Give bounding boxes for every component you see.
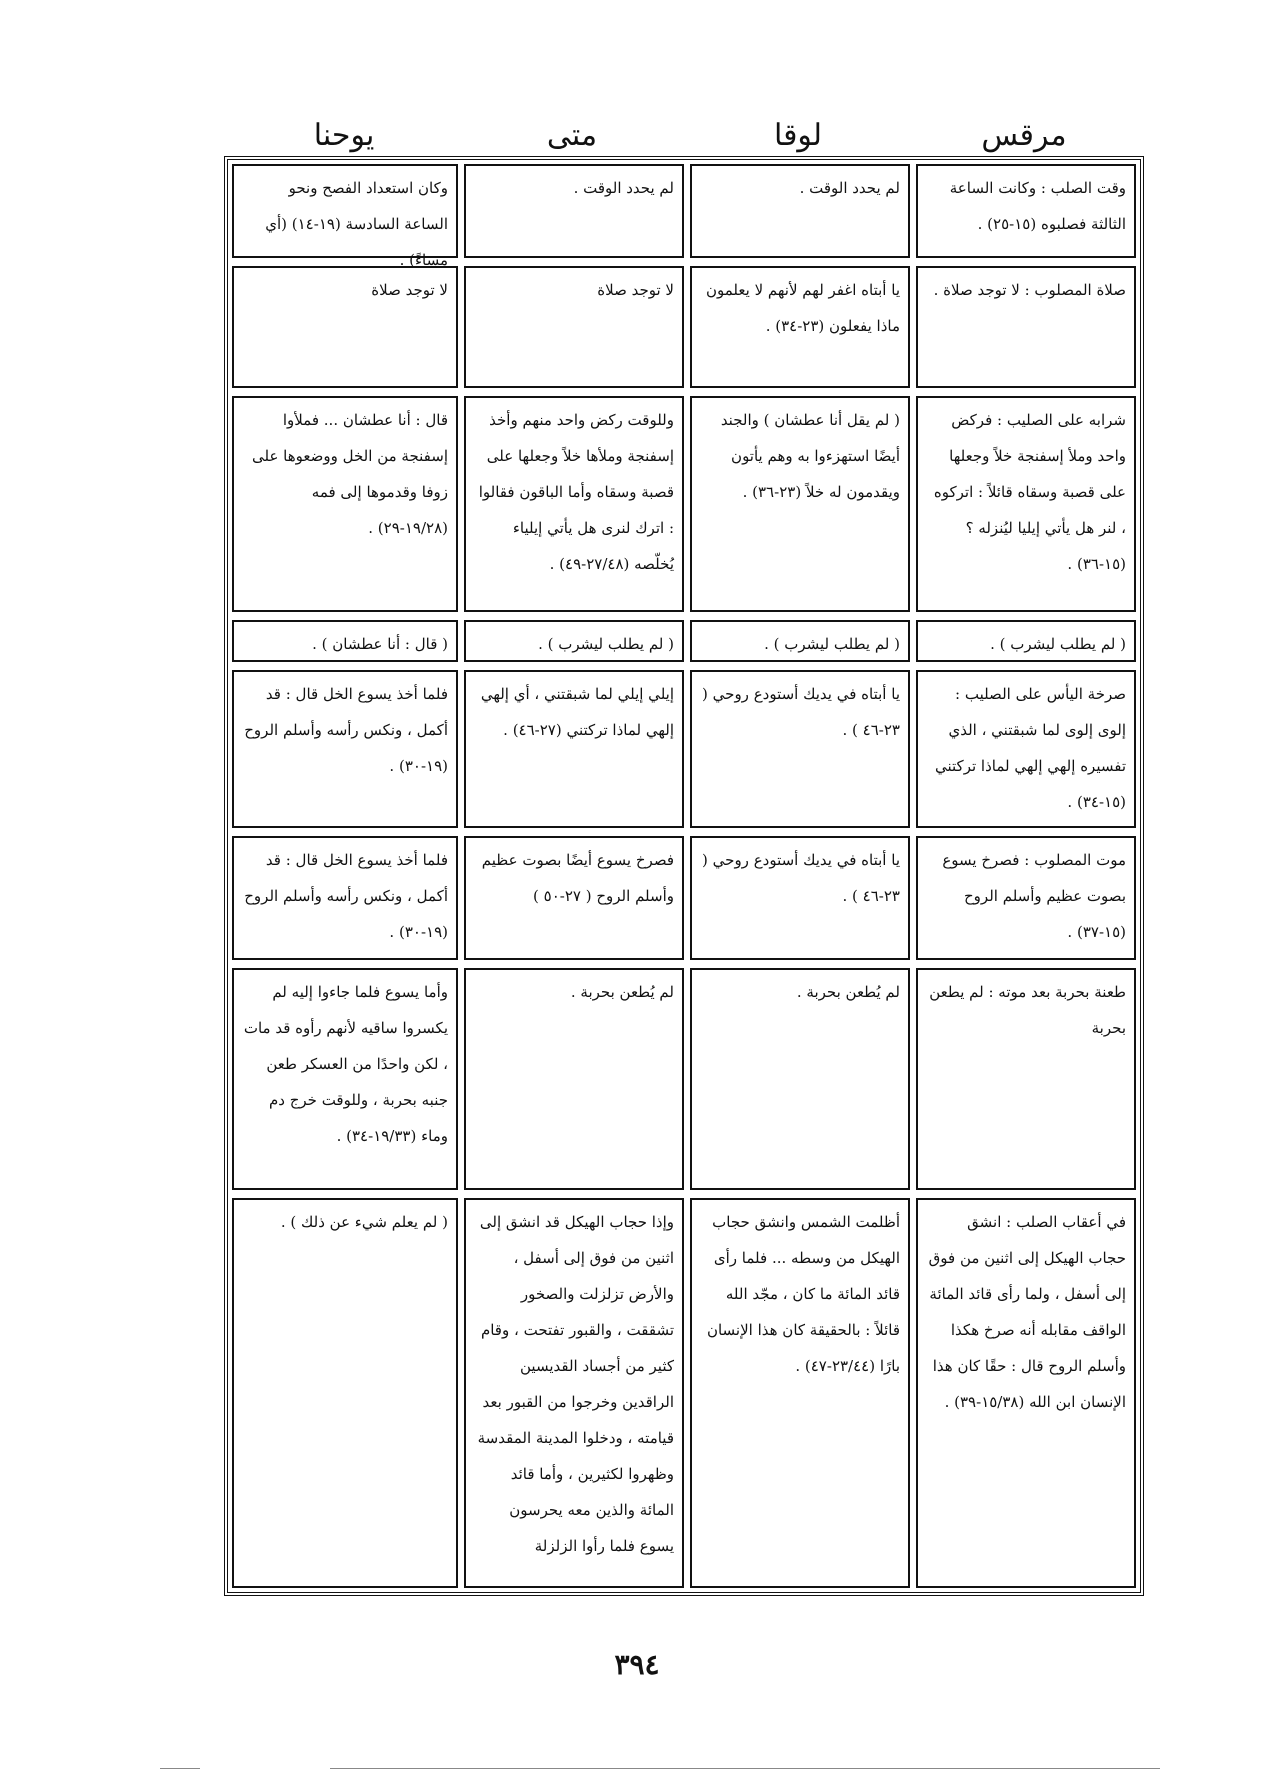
table-cell: يا أبتاه في يديك أستودع روحي ( ٢٣-٤٦ ) . [690, 836, 910, 960]
table-row [228, 964, 1140, 1194]
header-john: يوحنا [313, 118, 375, 153]
scan-artifact-line [330, 1768, 1160, 1769]
table-cell: لم يحدد الوقت . [464, 164, 684, 258]
table-cell: فلما أخذ يسوع الخل قال : قد أكمل ، ونكس رأسه وأسلم الروح (١٩-٣٠) . [232, 836, 458, 960]
table-cell: لا توجد صلاة [232, 266, 458, 388]
header-matthew: متى [546, 118, 598, 153]
table-row [228, 262, 1140, 392]
table-row [228, 616, 1140, 666]
table-cell: وقت الصلب : وكانت الساعة الثالثة فصلبوه (١٥-٢٥) . [916, 164, 1136, 258]
table-cell: فلما أخذ يسوع الخل قال : قد أكمل ، ونكس رأسه وأسلم الروح (١٩-٣٠) . [232, 670, 458, 828]
table-row [228, 666, 1140, 832]
table-cell: أظلمت الشمس وانشق حجاب الهيكل من وسطه ... فلما رأى قائد المائة ما كان ، مجّد الله قائلاً : بالحقيقة كان هذا الإنسان بارًا (٢٣/٤٤-٤٧) . [690, 1198, 910, 1588]
table-cell: في أعقاب الصلب : انشق حجاب الهيكل إلى اثنين من فوق إلى أسفل ، ولما رأى قائد المائة الواقف مقابله أنه صرخ هكذا وأسلم الروح قال : حقًا كان هذا الإنسان ابن الله (١٥/٣٨-٣٩) . [916, 1198, 1136, 1588]
header-mark: مرقس [981, 118, 1067, 153]
table-cell: شرابه على الصليب : فركض واحد وملأ إسفنجة خلاً وجعلها على قصبة وسقاه قائلاً : اتركوه ، لنر هل يأتي إيليا ليُنزله ؟ (١٥-٣٦) . [916, 396, 1136, 612]
table-cell: يا أبتاه في يديك أستودع روحي ( ٢٣-٤٦ ) . [690, 670, 910, 828]
header-luke: لوقا [773, 118, 823, 153]
table-row [228, 392, 1140, 616]
table-cell: وكان استعداد الفصح ونحو الساعة السادسة (١٩-١٤) (أي مساءً) . [232, 164, 458, 258]
table-cell: ( قال : أنا عطشان ) . [232, 620, 458, 662]
table-cell: طعنة بحربة بعد موته : لم يطعن بحربة [916, 968, 1136, 1190]
table-cell: موت المصلوب : فصرخ يسوع بصوت عظيم وأسلم الروح (١٥-٣٧) . [916, 836, 1136, 960]
table-row [228, 1194, 1140, 1592]
table-cell: وأما يسوع فلما جاءوا إليه لم يكسروا ساقيه لأنهم رأوه قد مات ، لكن واحدًا من العسكر طعن جنبه بحربة ، وللوقت خرج دم وماء (١٩/٣٣-٣٤) . [232, 968, 458, 1190]
table-cell: وللوقت ركض واحد منهم وأخذ إسفنجة وملأها خلاً وجعلها على قصبة وسقاه وأما الباقون فقالوا : اترك لنرى هل يأتي إيلياء يُخلّصه (٢٧/٤٨-٤٩) . [464, 396, 684, 612]
scan-artifact-line [160, 1768, 200, 1769]
table-cell: لم يحدد الوقت . [690, 164, 910, 258]
table-cell: صرخة اليأس على الصليب : إلوى إلوى لما شبقتني ، الذي تفسيره إلهي إلهي لماذا تركتني (١٥-٣٤) . [916, 670, 1136, 828]
table-cell: ( لم يطلب ليشرب ) . [464, 620, 684, 662]
table-cell: قال : أنا عطشان ... فملأوا إسفنجة من الخل ووضعوها على زوفا وقدموها إلى فمه (١٩/٢٨-٢٩) . [232, 396, 458, 612]
table-cell: يا أبتاه اغفر لهم لأنهم لا يعلمون ماذا يفعلون (٢٣-٣٤) . [690, 266, 910, 388]
table-cell: صلاة المصلوب : لا توجد صلاة . [916, 266, 1136, 388]
table-cell: وإذا حجاب الهيكل قد انشق إلى اثنين من فوق إلى أسفل ، والأرض تزلزلت والصخور تشققت ، والقبور تفتحت ، وقام كثير من أجساد القديسين الراقدين وخرجوا من القبور بعد قيامته ، ودخلوا المدينة المقدسة وظهروا لكثيرين ، وأما قائد المائة والذين معه يحرسون يسوع فلما رأوا الزلزلة [464, 1198, 684, 1588]
table-cell: ( لم يعلم شيء عن ذلك ) . [232, 1198, 458, 1588]
table-cell: لم يُطعن بحربة . [690, 968, 910, 1190]
page-number: ٣٩٤ [614, 1648, 660, 1681]
table-cell: ( لم يطلب ليشرب ) . [690, 620, 910, 662]
table-cell: لم يُطعن بحربة . [464, 968, 684, 1190]
table-cell: ( لم يطلب ليشرب ) . [916, 620, 1136, 662]
table-cell: فصرخ يسوع أيضًا بصوت عظيم وأسلم الروح ( ٢٧-٥٠ ) [464, 836, 684, 960]
table-cell: إيلي إيلي لما شبقتني ، أي إلهي إلهي لماذا تركتني (٢٧-٤٦) . [464, 670, 684, 828]
table-cell: لا توجد صلاة [464, 266, 684, 388]
comparison-table [224, 156, 1144, 1596]
table-row [228, 832, 1140, 964]
table-cell: ( لم يقل أنا عطشان ) والجند أيضًا استهزءوا به وهم يأتون ويقدمون له خلاً (٢٣-٣٦) . [690, 396, 910, 612]
column-headers [224, 118, 1144, 156]
table-row [228, 160, 1140, 269]
